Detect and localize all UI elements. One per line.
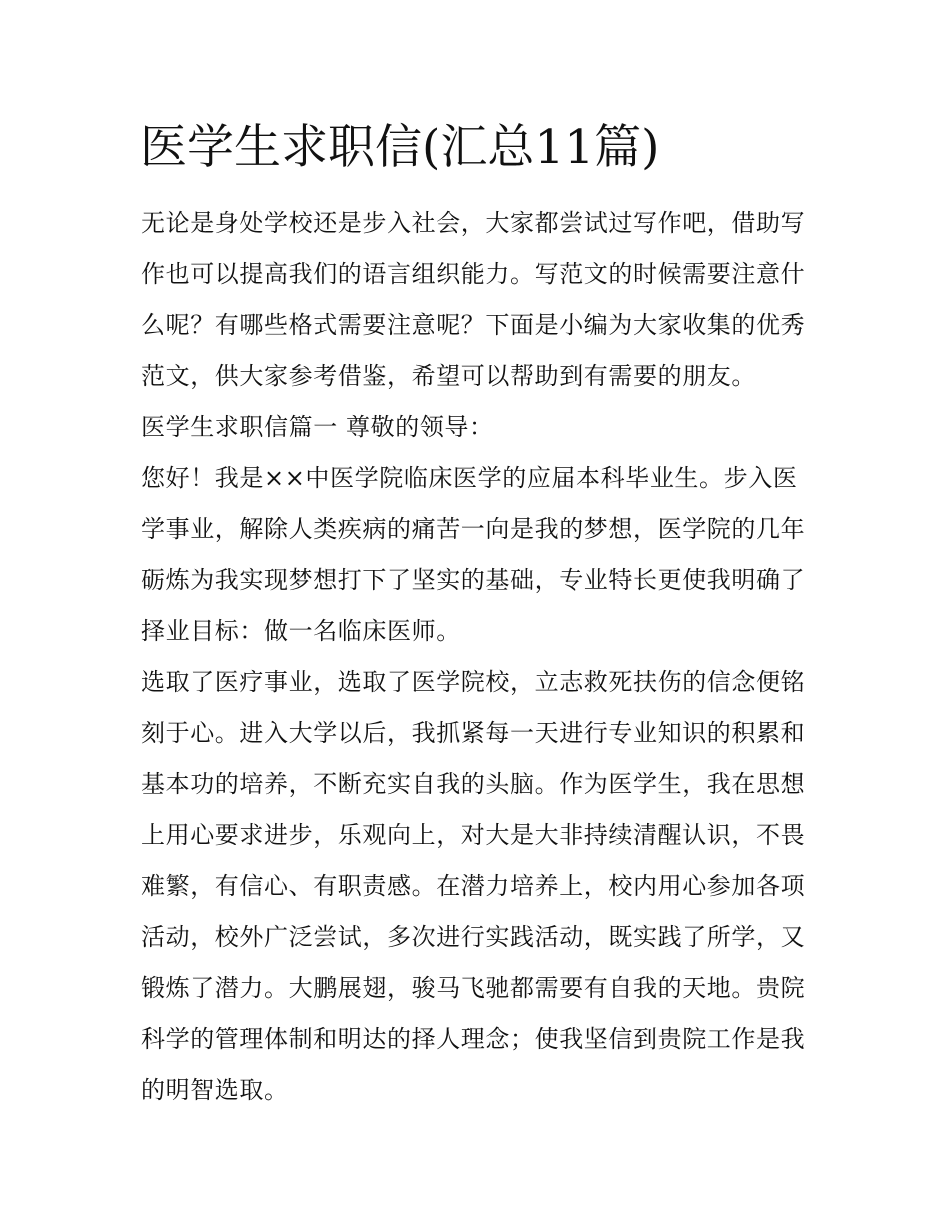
text-line: 学事业，解除人类疾病的痛苦一向是我的梦想，医学院的几年 [141,515,806,543]
text-line: 选取了医疗事业，选取了医学院校，立志救死扶伤的信念便铭 [141,668,806,696]
paragraph-greeting [141,459,816,663]
text-line: 科学的管理体制和明达的择人理念；使我坚信到贵院工作是我 [141,1025,806,1053]
text-line: 作也可以提高我们的语言组织能力。写范文的时候需要注意什 [141,260,806,288]
paragraph-section-heading [141,408,816,459]
text-line: 您好！我是××中医学院临床医学的应届本科毕业生。步入医 [141,464,798,492]
text-line: 刻于心。进入大学以后，我抓紧每一天进行专业知识的积累和 [141,719,806,747]
text-line: 难繁，有信心、有职责感。在潜力培养上，校内用心参加各项 [141,872,806,900]
text-line: 的明智选取。 [141,1076,289,1104]
text-line: 活动，校外广泛尝试，多次进行实践活动，既实践了所学，又 [141,923,806,951]
text-line: 范文，供大家参考借鉴，希望可以帮助到有需要的朋友。 [141,362,756,390]
paragraph-body [141,663,816,1122]
text-line: 砺炼为我实现梦想打下了坚实的基础，专业特长更使我明确了 [141,566,806,594]
text-line: 上用心要求进步，乐观向上，对大是大非持续清醒认识，不畏 [141,821,806,849]
text-line: 么呢？有哪些格式需要注意呢？下面是小编为大家收集的优秀 [141,311,806,339]
text-line: 择业目标：做一名临床医师。 [141,617,461,645]
paragraph-intro [141,204,816,408]
text-line: 基本功的培养，不断充实自我的头脑。作为医学生，我在思想 [141,770,806,798]
text-line: 锻炼了潜力。大鹏展翅，骏马飞驰都需要有自我的天地。贵院 [141,974,806,1002]
document-title: 医学生求职信(汇总11篇) [140,120,660,175]
text-line: 无论是身处学校还是步入社会，大家都尝试过写作吧，借助写 [141,209,806,237]
document-body [141,204,816,1122]
section-heading: 医学生求职信篇一 尊敬的领导： [141,413,494,441]
